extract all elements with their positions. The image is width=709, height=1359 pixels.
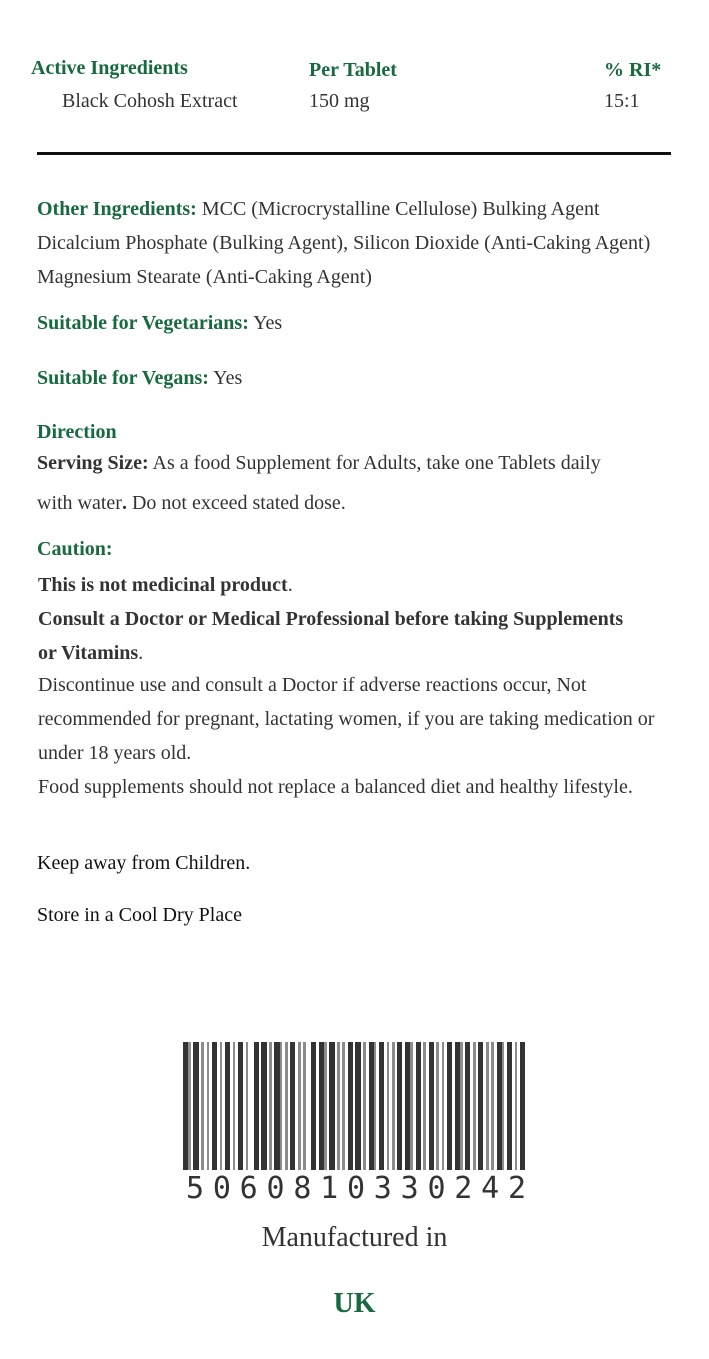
serving-line2-c: Do not exceed stated dose.: [126, 492, 346, 514]
header-per-tablet: Per Tablet: [309, 59, 397, 81]
table-divider: [37, 152, 671, 155]
serving-line2-a: with water: [37, 492, 122, 514]
barcode-digit: 0: [212, 1171, 231, 1206]
barcode-digit: 4: [481, 1171, 500, 1206]
caution-line1: Discontinue use and consult a Doctor if adverse reactions occur, Not: [38, 674, 587, 696]
other-ingredients-line2: Dicalcium Phosphate (Bulking Agent), Silicon Dioxide (Anti-Caking Agent): [37, 232, 651, 254]
barcode-digit: 0: [266, 1171, 285, 1206]
barcode-digit: 6: [239, 1171, 258, 1206]
caution-line2: recommended for pregnant, lactating women, if you are taking medication or: [38, 708, 655, 730]
barcode-digit: 8: [293, 1171, 312, 1206]
barcode-digit: 0: [346, 1171, 366, 1206]
caution-not-medicinal: This is not medicinal product: [38, 574, 288, 596]
ingredient-amount: 150 mg: [309, 90, 370, 112]
barcode-digit: 2: [454, 1171, 473, 1206]
caution-details: [38, 668, 654, 804]
vegan-info: [37, 361, 242, 395]
vegan-label: Suitable for Vegans:: [37, 367, 209, 389]
other-ingredients-line1: MCC (Microcrystalline Cellulose) Bulking Agent: [196, 198, 600, 220]
serving-size-line2: [37, 486, 346, 520]
vegetarian-label: Suitable for Vegetarians:: [37, 312, 249, 334]
other-ingredients-line3: Magnesium Stearate (Anti-Caking Agent): [37, 266, 372, 288]
other-ingredients: [37, 192, 650, 294]
caution-bold-block: [38, 568, 623, 670]
direction-heading: [37, 415, 117, 449]
barcode-digit: 2: [507, 1171, 526, 1206]
direction-heading-text: Direction: [37, 421, 117, 443]
ingredient-name: Black Cohosh Extract: [62, 90, 238, 112]
store-cool-dry: Store in a Cool Dry Place: [37, 904, 242, 926]
vegan-value: Yes: [208, 367, 243, 389]
barcode-digit: 5: [186, 1171, 205, 1206]
caution-line4: Food supplements should not replace a balanced diet and healthy lifestyle.: [38, 776, 633, 798]
caution-heading-text: Caution:: [37, 538, 113, 560]
barcode-digit: 3: [400, 1171, 419, 1206]
header-active-ingredients: Active Ingredients: [31, 57, 188, 79]
barcode-digit: 3: [373, 1171, 392, 1206]
barcode-number: [186, 1172, 526, 1206]
manufacture-country: UK: [333, 1288, 376, 1319]
caution-heading: [37, 532, 113, 566]
barcode-icon: [183, 1042, 526, 1170]
ingredient-ri: 15:1: [604, 90, 640, 112]
barcode-digit: 0: [427, 1171, 446, 1206]
serving-line2-dot: .: [121, 492, 127, 514]
serving-size: [37, 446, 601, 480]
header-ri: % RI*: [604, 59, 662, 81]
barcode-bar: [520, 1042, 525, 1170]
serving-size-text: As a food Supplement for Adults, take one Tablets daily: [148, 452, 601, 474]
caution-dot3: .: [138, 642, 144, 664]
caution-or-vitamins: or Vitamins: [38, 642, 139, 664]
caution-dot1: .: [287, 574, 293, 596]
caution-line3: under 18 years old.: [38, 742, 192, 764]
manufactured-in-label: Manufactured in: [261, 1222, 448, 1253]
vegetarian-value: Yes: [248, 312, 283, 334]
serving-size-label: Serving Size:: [37, 452, 149, 474]
vegetarian-info: [37, 306, 282, 340]
keep-away-children: Keep away from Children.: [37, 852, 251, 874]
caution-consult-doctor: Consult a Doctor or Medical Professional before taking Supplements: [38, 608, 624, 630]
other-ingredients-label: Other Ingredients:: [37, 198, 197, 220]
barcode-digit: 1: [320, 1171, 339, 1206]
